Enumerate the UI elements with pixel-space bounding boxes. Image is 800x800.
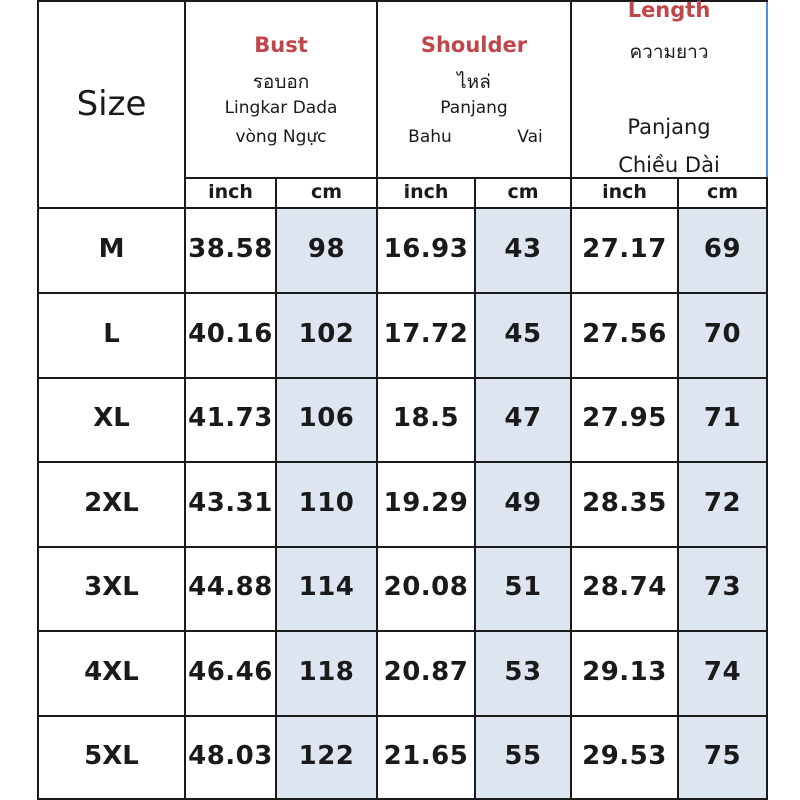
grid-hline-row bbox=[37, 715, 768, 717]
cm-cell: 43 bbox=[504, 233, 542, 264]
cm-cell: 45 bbox=[504, 318, 542, 349]
inch-cell: 16.93 bbox=[383, 233, 469, 264]
inch-cell: 20.87 bbox=[383, 656, 469, 687]
cm-cell: 118 bbox=[298, 656, 355, 687]
bust-malay: Lingkar Dada bbox=[224, 98, 338, 118]
grid-hline-header bbox=[37, 207, 768, 209]
length-title: Length bbox=[627, 0, 711, 22]
shoulder-malay: Panjang bbox=[440, 98, 508, 118]
bust-thai: รอบอก bbox=[252, 71, 310, 93]
cm-cell: 47 bbox=[504, 403, 542, 433]
grid-hline-units bbox=[184, 177, 768, 179]
inch-cell: 44.88 bbox=[188, 572, 273, 602]
inch-cell: 20.08 bbox=[383, 572, 469, 602]
unit-header: inch bbox=[403, 181, 449, 203]
length-vietnamese: Chiều Dài bbox=[618, 153, 720, 177]
cm-cell: 55 bbox=[504, 740, 542, 771]
shoulder-vietnamese: Vai bbox=[517, 127, 543, 147]
size-cell: L bbox=[103, 318, 120, 349]
cm-cell: 74 bbox=[703, 656, 742, 687]
inch-cell: 27.56 bbox=[582, 318, 667, 349]
inch-cell: 48.03 bbox=[188, 740, 273, 771]
inch-cell: 27.17 bbox=[582, 233, 667, 264]
cm-cell: 110 bbox=[298, 487, 355, 518]
bust-vietnamese: vòng Ngực bbox=[235, 127, 327, 147]
size-cell: 4XL bbox=[84, 656, 139, 687]
unit-header: inch bbox=[602, 181, 647, 203]
size-cell: XL bbox=[93, 403, 130, 433]
inch-cell: 18.5 bbox=[392, 403, 460, 433]
cm-cell: 70 bbox=[703, 318, 742, 349]
unit-header: inch bbox=[208, 181, 253, 203]
shoulder-thai: ไหล่ bbox=[457, 71, 491, 93]
grid-hline-row bbox=[37, 546, 768, 548]
bust-title: Bust bbox=[254, 33, 308, 57]
inch-cell: 29.13 bbox=[582, 656, 667, 687]
grid-hline-row bbox=[37, 292, 768, 294]
inch-cell: 29.53 bbox=[582, 740, 667, 771]
inch-cell: 17.72 bbox=[383, 318, 469, 349]
cm-cell: 75 bbox=[703, 740, 742, 771]
cm-cell: 49 bbox=[504, 487, 542, 518]
length-malay: Panjang bbox=[627, 115, 711, 139]
inch-cell: 21.65 bbox=[383, 740, 469, 771]
inch-cell: 40.16 bbox=[188, 318, 273, 349]
cm-cell: 106 bbox=[298, 403, 355, 433]
inch-cell: 41.73 bbox=[188, 403, 273, 433]
inch-cell: 43.31 bbox=[188, 487, 273, 518]
inch-cell: 27.95 bbox=[582, 403, 667, 433]
grid-hline-row bbox=[37, 461, 768, 463]
shoulder-malay-bahu: Bahu bbox=[408, 127, 452, 147]
inch-cell: 46.46 bbox=[188, 656, 273, 687]
size-cell: M bbox=[98, 233, 125, 264]
grid-vline-right bbox=[766, 178, 768, 800]
grid-accent-right bbox=[766, 0, 768, 178]
cm-cell: 51 bbox=[504, 572, 542, 602]
shoulder-title: Shoulder bbox=[420, 33, 528, 57]
size-header: Size bbox=[76, 84, 147, 124]
inch-cell: 28.74 bbox=[582, 572, 667, 602]
cm-cell: 122 bbox=[298, 740, 355, 771]
size-cell: 2XL bbox=[84, 487, 139, 518]
size-cell: 5XL bbox=[84, 740, 139, 771]
cm-cell: 71 bbox=[703, 403, 742, 433]
cm-cell: 102 bbox=[298, 318, 355, 349]
cm-cell: 69 bbox=[703, 233, 742, 264]
cm-cell: 72 bbox=[703, 487, 742, 518]
inch-cell: 28.35 bbox=[582, 487, 667, 518]
grid-hline-row bbox=[37, 377, 768, 379]
unit-header: cm bbox=[310, 181, 343, 203]
length-thai: ความยาว bbox=[629, 41, 709, 63]
unit-header: cm bbox=[706, 181, 739, 203]
inch-cell: 19.29 bbox=[383, 487, 469, 518]
unit-header: cm bbox=[507, 181, 539, 203]
cm-cell: 73 bbox=[703, 572, 742, 602]
cm-cell: 114 bbox=[298, 572, 355, 602]
grid-hline-row bbox=[37, 630, 768, 632]
inch-cell: 38.58 bbox=[188, 233, 273, 264]
cm-cell: 53 bbox=[504, 656, 542, 687]
cm-cell: 98 bbox=[307, 233, 346, 264]
size-cell: 3XL bbox=[84, 572, 139, 602]
